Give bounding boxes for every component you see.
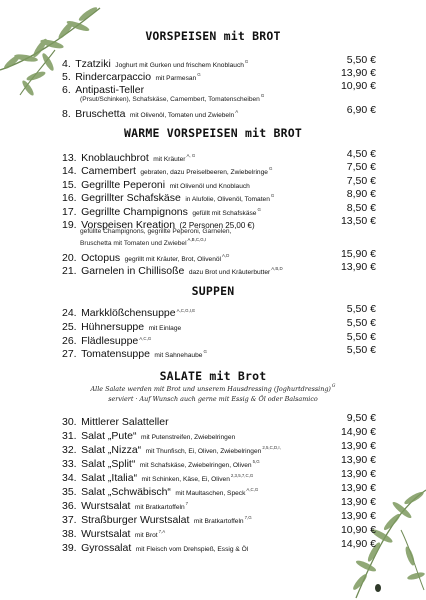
item-description: (2 Personen 25,00 €)	[179, 221, 255, 230]
item-price: 5,50 €	[346, 54, 376, 66]
item-number: 34.	[62, 472, 77, 484]
section-heading: SUPPEN	[191, 284, 235, 298]
item-number: 24.	[62, 307, 77, 319]
item-description: mit Parmesan	[155, 75, 197, 82]
item-price: 5,50 €	[346, 303, 376, 315]
item-number: 14.	[62, 165, 77, 177]
item-description: mit Brot	[134, 532, 158, 539]
item-price: 13,90 €	[340, 496, 376, 508]
item-number: 13.	[62, 152, 77, 164]
menu-item	[62, 215, 376, 231]
menu-item	[62, 148, 376, 164]
item-number: 15.	[62, 179, 77, 191]
menu-item	[62, 482, 376, 498]
item-description: gefüllte Champignons, gegrillte Peperoni, Garnelen,	[80, 228, 232, 235]
item-price: 14,90 €	[340, 538, 376, 550]
menu-item	[62, 496, 376, 512]
menu-item	[62, 248, 376, 264]
item-number: 4.	[62, 58, 71, 70]
allergen-code: A	[235, 109, 239, 114]
item-name: Gegrillter Schafskäse	[81, 192, 181, 204]
item-description: mit Olivenöl und Knoblauch	[169, 183, 250, 190]
allergen-code: 7,G	[244, 515, 252, 520]
item-price: 5,50 €	[346, 331, 376, 343]
item-number: 26.	[62, 335, 77, 347]
item-price: 8,50 €	[346, 202, 376, 214]
item-name: Mittlerer Salatteller	[81, 416, 169, 428]
item-number: 8.	[62, 108, 71, 120]
item-description: in Alufolie, Olivenöl, Tomaten	[185, 196, 270, 203]
item-sub-description	[80, 237, 206, 247]
item-number: 31.	[62, 430, 77, 442]
item-sub-description	[80, 93, 264, 103]
item-price: 14,90 €	[340, 426, 376, 438]
item-name: Markklößchensuppe	[81, 307, 176, 319]
item-number: 21.	[62, 265, 77, 277]
menu-item	[62, 331, 376, 347]
item-number: 25.	[62, 321, 77, 333]
item-description: mit Olivenöl, Tomaten und Zwiebeln	[129, 112, 235, 119]
item-description: gebraten, dazu Preiselbeeren, Zwiebelringe	[140, 169, 268, 176]
section-heading: VORSPEISEN mit BROT	[145, 29, 281, 43]
item-name: Tomatensuppe	[81, 348, 150, 360]
item-name: Knoblauchbrot	[81, 152, 149, 164]
item-number: 32.	[62, 444, 77, 456]
item-number: 6.	[62, 84, 71, 96]
item-name: Garnelen in Chillisoße	[81, 265, 185, 277]
salad-note: serviert · Auf Wunsch auch gerne mit Essig & Öl oder Balsamico	[108, 395, 318, 403]
item-description: mit Schafskäse, Zwiebelringen, Oliven	[139, 462, 252, 469]
item-name: Wurstsalat	[81, 528, 131, 540]
item-name: Rindercarpaccio	[75, 71, 152, 83]
allergen-code: 7,A	[158, 529, 166, 534]
item-price: 13,90 €	[340, 454, 376, 466]
item-number: 5.	[62, 71, 71, 83]
item-description: mit Bratkartoffeln	[134, 504, 185, 511]
item-number: 38.	[62, 528, 77, 540]
menu-item	[62, 67, 376, 83]
item-name: Flädlesuppe	[81, 335, 139, 347]
item-price: 15,90 €	[340, 248, 376, 260]
allergen-code: A, G	[186, 153, 196, 158]
item-price: 5,50 €	[346, 344, 376, 356]
section-heading: SALATE mit Brot	[159, 369, 267, 383]
item-number: 27.	[62, 348, 77, 360]
menu-item	[62, 104, 376, 120]
allergen-code: G	[197, 72, 201, 77]
allergen-code: A,C,G	[139, 336, 152, 341]
item-name: Gegrillte Peperoni	[81, 179, 166, 191]
menu-item	[62, 202, 376, 218]
item-name: Tzatziki	[75, 58, 111, 70]
item-price: 5,50 €	[346, 317, 376, 329]
item-number: 30.	[62, 416, 77, 428]
item-price: 13,90 €	[340, 261, 376, 273]
menu-item	[62, 426, 376, 442]
item-price: 13,90 €	[340, 468, 376, 480]
menu-item	[62, 80, 376, 96]
item-number: 33.	[62, 458, 77, 470]
item-description: mit Maultaschen, Speck	[175, 490, 246, 497]
allergen-code: G	[268, 166, 273, 171]
item-name: Salat „Italia“	[81, 472, 138, 484]
item-price: 7,50 €	[346, 161, 376, 173]
item-name: Salat „Split“	[81, 458, 136, 470]
menu-item	[62, 468, 376, 484]
menu-item	[62, 454, 376, 470]
item-number: 16.	[62, 192, 77, 204]
item-price: 7,50 €	[346, 175, 376, 187]
allergen-code: G	[244, 59, 249, 64]
item-price: 4,50 €	[346, 148, 376, 160]
menu-item	[62, 510, 376, 526]
menu-item	[62, 161, 376, 177]
allergen-code: G	[270, 193, 275, 198]
item-name: Wurstsalat	[81, 500, 131, 512]
item-description: mit Bratkartoffeln	[193, 518, 244, 525]
item-number: 20.	[62, 252, 77, 264]
allergen-code: A,C,G,I,E	[176, 308, 196, 313]
item-name: Gegrillte Champignons	[81, 206, 188, 218]
menu-item	[62, 538, 376, 554]
menu-item	[62, 317, 376, 333]
allergen-code: A,B,C,G,I	[187, 237, 207, 242]
item-description: Bruschetta mit Tomaten und Zwiebel	[80, 240, 187, 247]
menu-item	[62, 188, 376, 204]
item-number: 17.	[62, 206, 77, 218]
allergen-code: 2,3,5,7,C,G	[230, 473, 254, 478]
item-description: mit Thunfisch, Ei, Oliven, Zwiebelringen	[145, 448, 262, 455]
allergen-code: A,B,D	[271, 266, 283, 271]
item-price: 13,90 €	[340, 482, 376, 494]
item-name: Straßburger Wurstsalat	[81, 514, 190, 526]
item-name: Camembert	[81, 165, 136, 177]
item-description: (Prsut/Schinken), Schafskäse, Camembert, Tomatenscheiben	[80, 96, 260, 103]
item-number: 36.	[62, 500, 77, 512]
item-price: 6,90 €	[346, 104, 376, 116]
menu-item	[62, 175, 376, 191]
item-price: 13,90 €	[340, 440, 376, 452]
item-name: Hühnersuppe	[81, 321, 145, 333]
allergen-code: G	[203, 349, 207, 354]
item-name: Salat „Nizza“	[81, 444, 142, 456]
menu-item	[62, 303, 376, 319]
item-description: mit Kräuter	[153, 156, 186, 163]
item-name: Salat „Schwäbisch“	[81, 486, 171, 498]
menu-item	[62, 440, 376, 456]
menu-item	[62, 261, 376, 277]
item-name: Vorspeisen Kreation	[81, 219, 176, 231]
allergen-code: A,D	[222, 253, 230, 258]
item-price: 13,90 €	[340, 67, 376, 79]
allergen-code: G	[257, 207, 261, 212]
item-name: Bruschetta	[75, 108, 126, 120]
salad-note	[0, 384, 426, 393]
item-number: 37.	[62, 514, 77, 526]
menu-item	[62, 524, 376, 540]
item-description: Joghurt mit Gurken und frischem Knoblauch	[115, 62, 244, 69]
item-price: 13,50 €	[340, 215, 376, 227]
item-name: Antipasti-Teller	[75, 84, 145, 96]
item-description: mit Einlage	[148, 325, 182, 332]
section-heading: WARME VORSPEISEN mit BROT	[123, 126, 303, 140]
item-price: 8,90 €	[346, 188, 376, 200]
menu-item	[62, 344, 376, 360]
item-price: 10,90 €	[340, 524, 376, 536]
menu-item	[62, 412, 376, 428]
item-description: gefüllt mit Schafskäse	[192, 210, 257, 217]
item-name: Octopus	[81, 252, 121, 264]
note-text: Alle Salate werden mit Brot und unserem Hausdressing (Joghurtdressing)	[90, 385, 331, 393]
item-description: gegrillt mit Kräuter, Brot, Olivenöl	[124, 256, 222, 263]
item-description: mit Sahnehaube	[154, 352, 203, 359]
item-number: 39.	[62, 542, 77, 554]
allergen-code: 7	[185, 501, 189, 506]
menu-item	[62, 54, 376, 70]
item-name: Gyrossalat	[81, 542, 132, 554]
allergen-code: 2,5,C,D,I,	[262, 445, 281, 450]
item-number: 19.	[62, 219, 77, 231]
item-description: mit Putenstreifen, Zwiebelringen	[140, 434, 236, 441]
item-number: 35.	[62, 486, 77, 498]
item-price: 13,90 €	[340, 510, 376, 522]
allergen-code: G	[331, 384, 336, 389]
allergen-code: A,C,G	[246, 487, 259, 492]
allergen-code: 5,G	[252, 459, 260, 464]
item-description: mit Fleisch vom Drehspieß, Essig & Öl	[135, 546, 249, 553]
item-description: mit Schinken, Käse, Ei, Oliven	[141, 476, 230, 483]
item-price: 9,50 €	[346, 412, 376, 424]
allergen-code: G	[260, 93, 265, 98]
item-price: 10,90 €	[340, 80, 376, 92]
item-name: Salat „Pute“	[81, 430, 137, 442]
item-description: dazu Brot und Kräuterbutter	[188, 269, 271, 276]
